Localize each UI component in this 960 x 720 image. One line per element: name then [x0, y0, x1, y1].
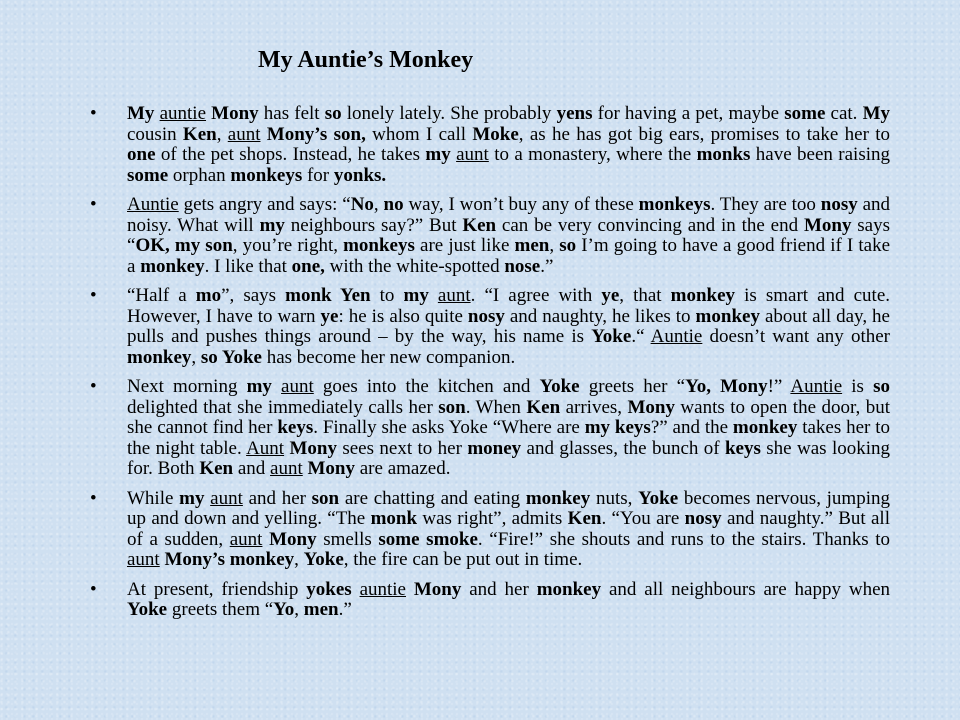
bold-keyword: men	[514, 235, 550, 256]
bold-keyword: monks	[696, 144, 751, 165]
bold-keyword: monkey	[140, 255, 205, 277]
bold-keyword: yens	[556, 103, 593, 124]
text-run: ,	[549, 235, 560, 256]
text-run: are just like	[414, 235, 515, 256]
bold-keyword: son	[438, 396, 466, 418]
text-run: is	[842, 376, 874, 397]
story-paragraph	[90, 286, 890, 368]
text-run: has become her new companion.	[261, 346, 516, 368]
bold-keyword: Mony	[803, 214, 852, 236]
bold-keyword: monkey	[536, 578, 602, 600]
text-run: ,	[294, 599, 304, 620]
text-run: .“	[631, 326, 651, 347]
bold-keyword: monkey	[732, 417, 798, 438]
text-run: and her	[242, 487, 312, 509]
text-run: neighbours say?” But	[284, 214, 463, 236]
text-run: and her	[461, 578, 537, 600]
text-run: ?” and the	[650, 417, 733, 438]
bold-keyword: Mony	[269, 528, 317, 550]
bold-keyword: so Yoke	[200, 346, 262, 368]
bold-keyword: Ken	[462, 214, 497, 236]
story-paragraph	[90, 377, 890, 480]
text-run: are chatting and eating	[339, 487, 526, 509]
text-run: . “You are	[601, 508, 685, 529]
bold-keyword: Yo	[273, 599, 295, 620]
bold-keyword: ye	[601, 285, 620, 306]
text-run: for having a pet, maybe	[592, 103, 785, 124]
text-run: Next morning	[127, 376, 247, 397]
text-run: says “	[127, 214, 890, 256]
text-run: of the pet shops. Instead, he takes	[155, 144, 426, 165]
bold-keyword: keys	[724, 437, 761, 459]
underlined-keyword: Aunt	[246, 437, 285, 459]
text-run: lonely lately. She probably	[341, 103, 557, 124]
bullet-marker: •	[90, 487, 97, 509]
text-run: . I like that	[204, 255, 292, 277]
bold-keyword: money	[467, 437, 522, 459]
text-run: delighted that she immediately calls her	[127, 396, 439, 418]
bold-keyword: monkey	[670, 285, 736, 306]
text-run: cat.	[825, 103, 863, 124]
text-run: are amazed.	[355, 458, 451, 479]
text-run: to a monastery, where the	[488, 144, 697, 165]
bold-keyword: Mony	[211, 103, 259, 124]
bold-keyword: monkeys	[638, 194, 711, 215]
text-run: has felt	[258, 103, 325, 124]
text-run: and glasses, the bunch of	[521, 437, 725, 459]
text-run: to	[370, 285, 404, 306]
bold-keyword: Mony	[413, 578, 462, 600]
text-run: whom I call	[365, 123, 473, 145]
story-paragraph	[90, 104, 890, 186]
text-run: and	[233, 458, 271, 479]
underlined-keyword: aunt	[210, 487, 243, 509]
slide-title: My Auntie’s Monkey	[258, 47, 474, 73]
text-run: takes her to the night table.	[127, 417, 891, 459]
text-run: !”	[767, 376, 791, 397]
bullet-marker: •	[90, 376, 97, 397]
bold-keyword: Mony’s monkey	[164, 549, 295, 570]
bold-keyword: monkey	[525, 487, 591, 509]
bold-keyword: one	[127, 144, 156, 165]
bold-keyword: Ken	[567, 508, 602, 529]
text-run: , that	[619, 285, 671, 306]
bold-keyword: my	[403, 285, 429, 306]
bold-keyword: Ken	[526, 396, 561, 418]
text-run: orphan	[168, 164, 231, 186]
bold-keyword: Mony’s son,	[266, 123, 366, 145]
bold-keyword: Yoke	[591, 326, 632, 347]
text-run: and naughty.” But all of a sudden,	[127, 508, 890, 550]
bold-keyword: so	[324, 103, 342, 124]
bold-keyword: yokes	[306, 578, 352, 600]
text-run: was right”, admits	[417, 508, 568, 529]
text-run: can be very convincing and in the end	[496, 214, 804, 236]
text-run: cousin	[127, 123, 183, 145]
bullet-marker: •	[90, 578, 97, 600]
text-run: ,	[294, 549, 304, 570]
bullet-marker: •	[90, 103, 97, 124]
story-bullet-list	[90, 104, 890, 630]
bold-keyword: nosy	[684, 508, 722, 529]
text-run: .”	[338, 599, 352, 620]
underlined-keyword: aunt	[270, 458, 303, 479]
text-run: greets her “	[579, 376, 686, 397]
bold-keyword: my	[179, 487, 205, 509]
underlined-keyword: auntie	[159, 103, 207, 124]
bold-keyword: no	[383, 194, 404, 215]
text-run: with the white-spotted	[324, 255, 505, 277]
underlined-keyword: aunt	[437, 285, 471, 306]
text-run: gets angry and says: “	[178, 194, 351, 215]
text-run: ,	[216, 123, 228, 145]
story-paragraph	[90, 195, 890, 277]
bold-keyword: OK, my son	[135, 235, 233, 256]
text-run: way, I won’t buy any of these	[403, 194, 639, 215]
text-run: is smart and cute. However, I have to warn	[127, 285, 891, 327]
bold-keyword: monkeys	[230, 164, 303, 186]
bold-keyword: my	[259, 214, 285, 236]
underlined-keyword: Auntie	[650, 326, 703, 347]
bold-keyword: some	[127, 164, 169, 186]
text-run: about all day, he pulls and pushes things around – by the way, his name is	[127, 305, 890, 347]
bold-keyword: Yoke	[539, 376, 580, 397]
bold-keyword: Ken	[199, 458, 234, 479]
text-run: . They are too	[710, 194, 821, 215]
bold-keyword: My	[127, 103, 155, 124]
story-paragraph	[90, 580, 890, 621]
underlined-keyword: auntie	[359, 578, 406, 600]
text-run: goes into the kitchen and	[313, 376, 540, 397]
bold-keyword: mo	[195, 285, 222, 306]
bold-keyword: nose	[504, 255, 541, 277]
underlined-keyword: aunt	[229, 528, 263, 550]
bold-keyword: one,	[291, 255, 325, 277]
bold-keyword: Yo, Mony	[685, 376, 768, 397]
text-run: sees next to her	[336, 437, 468, 459]
story-paragraph	[90, 489, 890, 571]
text-run: “Half a	[127, 285, 196, 306]
text-run: she was looking for. Both	[127, 437, 890, 479]
bold-keyword: yonks.	[333, 164, 387, 186]
text-run: .”	[540, 255, 554, 277]
bold-keyword: my keys	[584, 417, 651, 438]
text-run: for	[302, 164, 334, 186]
bold-keyword: monkey	[127, 346, 192, 368]
text-run: nuts,	[590, 487, 639, 509]
bullet-marker: •	[90, 285, 97, 306]
text-run: . “Fire!” she shouts and runs to the stairs. Thanks to	[477, 528, 890, 550]
bold-keyword: monk Yen	[285, 285, 371, 306]
bold-keyword: Ken	[182, 123, 217, 145]
text-run: and all neighbours are happy when	[601, 578, 890, 600]
bold-keyword: Mony	[289, 437, 337, 459]
bold-keyword: My	[862, 103, 891, 124]
text-run	[406, 579, 414, 600]
underlined-keyword: aunt	[456, 144, 489, 165]
text-run: . “I agree with	[470, 285, 602, 306]
text-run: have been raising	[750, 144, 890, 165]
bold-keyword: nosy	[467, 305, 505, 327]
text-run: greets them “	[167, 599, 274, 620]
bold-keyword: Mony	[307, 458, 355, 479]
bold-keyword: so	[559, 235, 577, 256]
bold-keyword: Moke	[472, 123, 519, 145]
text-run: While	[127, 487, 180, 509]
bullet-marker: •	[90, 194, 97, 215]
text-run	[272, 376, 281, 397]
bold-keyword: men	[303, 599, 339, 620]
underlined-keyword: aunt	[127, 549, 160, 570]
text-run: arrives,	[560, 396, 628, 418]
text-run	[352, 579, 360, 600]
bold-keyword: monkey	[695, 305, 760, 327]
text-run: : he is also quite	[338, 305, 468, 327]
underlined-keyword: aunt	[227, 123, 261, 145]
bold-keyword: some	[784, 103, 826, 124]
bold-keyword: ye	[320, 305, 339, 327]
text-run: ,	[373, 194, 384, 215]
text-run: smells	[316, 528, 379, 550]
text-run: doesn’t want any other	[702, 326, 891, 347]
bold-keyword: my	[246, 376, 272, 397]
bold-keyword: monk	[370, 508, 418, 529]
text-run: and naughty, he likes to	[504, 305, 696, 327]
text-run: At present, friendship	[127, 578, 307, 600]
bold-keyword: my	[425, 144, 451, 165]
bold-keyword: monkeys	[343, 235, 415, 256]
text-run: . Finally she asks Yoke “Where are	[313, 417, 585, 438]
text-run: wants to open the door, but she cannot find her	[127, 396, 890, 438]
bold-keyword: so	[873, 376, 890, 397]
bold-keyword: son	[311, 487, 340, 509]
text-run: ”, says	[221, 285, 286, 306]
bold-keyword: keys	[277, 417, 314, 438]
underlined-keyword: Auntie	[127, 194, 179, 215]
text-run: I’m going to have a good friend if I take a	[127, 235, 891, 277]
bold-keyword: some smoke	[378, 528, 478, 550]
text-run: . When	[465, 396, 527, 418]
text-run: and noisy. What will	[127, 194, 891, 236]
underlined-keyword: aunt	[281, 376, 314, 397]
bold-keyword: Yoke	[127, 599, 168, 620]
text-run: , the fire can be put out in time.	[343, 549, 583, 570]
text-run	[429, 285, 438, 306]
bold-keyword: Yoke	[303, 549, 344, 570]
bold-keyword: No	[350, 194, 374, 215]
bold-keyword: Mony	[627, 396, 675, 418]
text-run: , as he has got big ears, promises to take her to	[518, 123, 890, 145]
text-run: , you’re right,	[232, 235, 344, 256]
bold-keyword: Yoke	[638, 487, 679, 509]
bold-keyword: nosy	[820, 194, 858, 215]
underlined-keyword: Auntie	[790, 376, 843, 397]
text-run: ,	[191, 346, 201, 368]
text-run: becomes nervous, jumping up and down and yelling. “The	[127, 487, 890, 529]
